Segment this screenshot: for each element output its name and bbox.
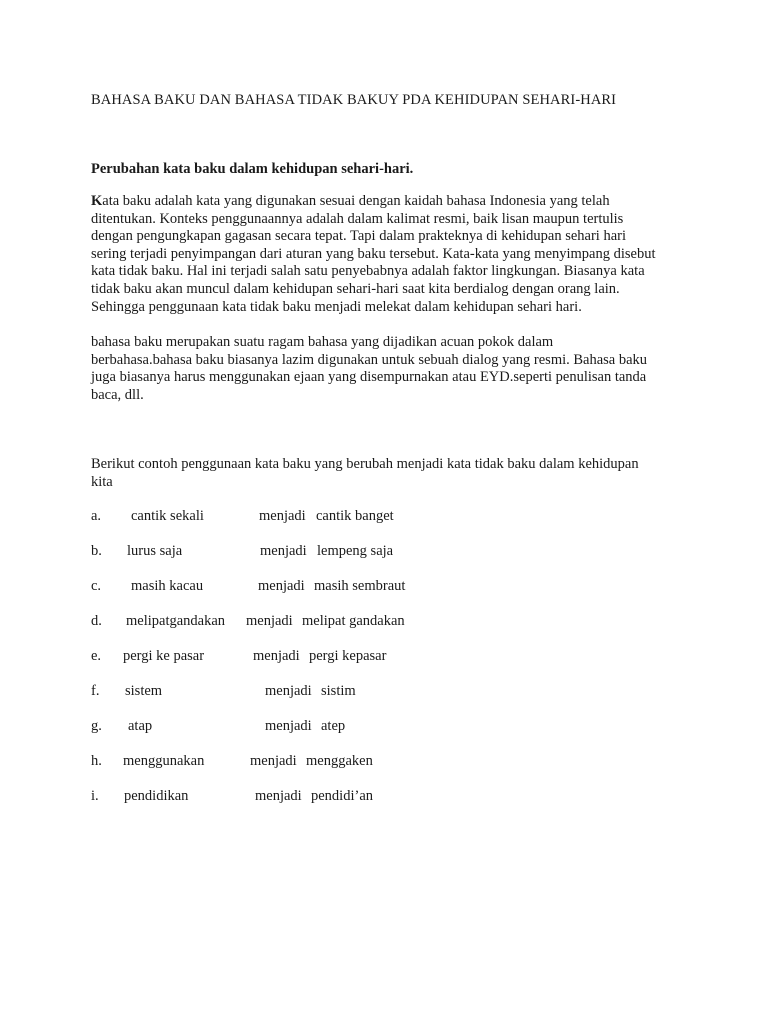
example-connector: menjadi [250, 753, 297, 769]
example-connector: menjadi [265, 718, 312, 734]
example-tidak-baku-word: menggaken [306, 753, 373, 769]
paragraph-kata-baku [91, 193, 691, 316]
paragraph-line: juga biasanya harus menggunakan ejaan yang disempurnakan atau EYD.seperti penulisan tanda [91, 369, 647, 386]
example-letter: f. [91, 683, 100, 699]
example-baku-word: menggunakan [123, 753, 205, 769]
paragraph-line: bahasa baku merupakan suatu ragam bahasa yang dijadikan acuan pokok dalam [91, 334, 554, 350]
example-item [91, 682, 691, 702]
example-tidak-baku-word: masih sembraut [314, 578, 406, 594]
example-item [91, 752, 691, 772]
document-title: BAHASA BAKU DAN BAHASA TIDAK BAKUY PDA KEHIDUPAN SEHARI-HARI [91, 92, 617, 108]
example-baku-word: masih kacau [131, 578, 204, 594]
paragraph-line: kita [91, 473, 113, 490]
example-tidak-baku-word: cantik banget [316, 508, 394, 524]
example-baku-word: pendidikan [124, 788, 189, 804]
example-item [91, 717, 691, 737]
example-tidak-baku-word: atep [321, 718, 346, 734]
example-item [91, 507, 691, 527]
paragraph-line: kata tidak baku. Hal ini terjadi salah satu penyebabnya adalah faktor lingkungan. Biasanya kata [91, 263, 645, 280]
example-letter: h. [91, 753, 102, 769]
paragraph-line: baca, dll. [91, 386, 144, 403]
example-connector: menjadi [253, 648, 300, 664]
paragraph-line [91, 193, 691, 211]
example-connector: menjadi [259, 508, 306, 524]
drop-letter: K [91, 193, 103, 209]
example-item [91, 577, 691, 597]
example-baku-word: sistem [125, 683, 163, 699]
example-letter: b. [91, 543, 102, 559]
example-connector: menjadi [246, 613, 293, 629]
example-letter: c. [91, 578, 102, 594]
example-letter: g. [91, 718, 102, 734]
examples-intro [91, 456, 691, 491]
example-baku-word: melipatgandakan [126, 613, 226, 629]
example-letter: e. [91, 648, 102, 664]
paragraph-line-text: ata baku adalah kata yang digunakan sesuai dengan kaidah bahasa Indonesia yang telah [102, 193, 610, 209]
example-item [91, 542, 691, 562]
example-baku-word: pergi ke pasar [123, 648, 205, 664]
paragraph-line: Berikut contoh penggunaan kata baku yang berubah menjadi kata tidak baku dalam kehidupan [91, 456, 639, 472]
example-connector: menjadi [260, 543, 307, 559]
paragraph-line: berbahasa.bahasa baku biasanya lazim digunakan untuk sebuah dialog yang resmi. Bahasa baku [91, 351, 648, 368]
example-connector: menjadi [255, 788, 302, 804]
example-tidak-baku-word: lempeng saja [317, 543, 394, 559]
example-baku-word: atap [128, 718, 153, 734]
example-connector: menjadi [258, 578, 305, 594]
example-item [91, 612, 691, 632]
example-baku-word: cantik sekali [131, 508, 204, 524]
example-letter: i. [91, 788, 99, 804]
example-tidak-baku-word: pendidi’an [311, 788, 374, 804]
paragraph-bahasa-baku [91, 334, 691, 404]
example-letter: a. [91, 508, 102, 524]
example-item [91, 647, 691, 667]
paragraph-line: Sehingga penggunaan kata tidak baku menjadi melekat dalam kehidupan sehari hari. [91, 298, 582, 315]
example-tidak-baku-word: sistim [321, 683, 356, 699]
example-tidak-baku-word: pergi kepasar [309, 648, 387, 664]
paragraph-line: tidak baku akan muncul dalam kehidupan sehari-hari saat kita berdialog dengan orang lain. [91, 280, 620, 297]
paragraph-line: dengan pengungkapan gagasan secara tepat. Tapi dalam prakteknya di kehidupan sehari hari [91, 228, 627, 245]
paragraph-line: sering terjadi penyimpangan dari aturan yang baku tersebut. Kata-kata yang menyimpang disebut [91, 245, 656, 262]
example-tidak-baku-word: melipat gandakan [302, 613, 405, 629]
paragraph-line: ditentukan. Konteks penggunaannya adalah dalam kalimat resmi, baik lisan maupun tertulis [91, 210, 624, 227]
example-item [91, 787, 691, 807]
example-connector: menjadi [265, 683, 312, 699]
example-baku-word: lurus saja [127, 543, 183, 559]
example-letter: d. [91, 613, 102, 629]
section-heading: Perubahan kata baku dalam kehidupan sehari-hari. [91, 161, 414, 177]
